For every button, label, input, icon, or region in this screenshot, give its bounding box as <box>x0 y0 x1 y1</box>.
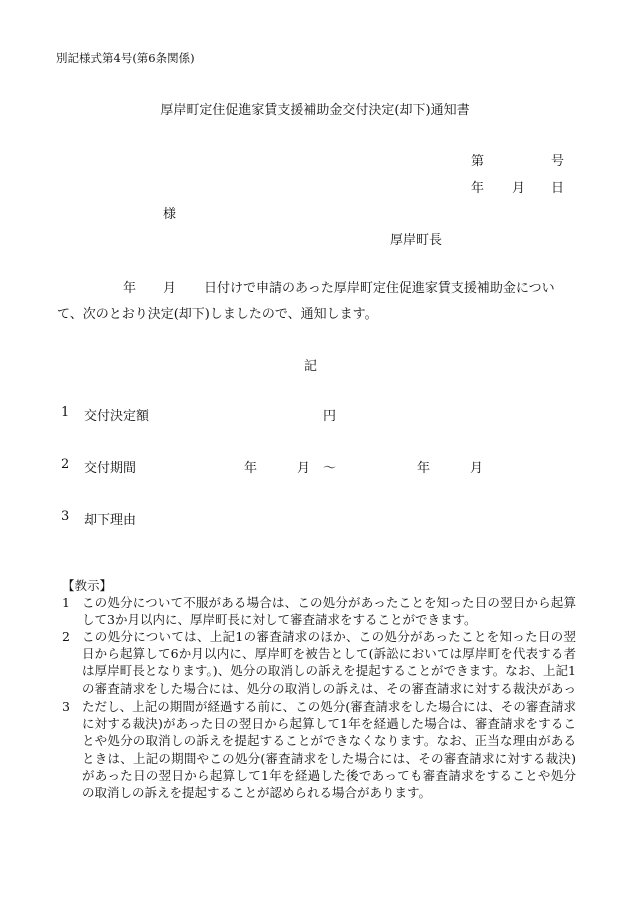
number-prefix: 第 <box>471 154 485 169</box>
date-month: 月 <box>512 181 526 196</box>
date-day: 日 <box>551 181 565 196</box>
document-title: 厚岸町定住促進家賃支援補助金交付決定(却下)通知書 <box>160 103 470 118</box>
body-year: 年 <box>123 281 137 296</box>
form-number: 別記様式第4号(第6条関係) <box>56 51 195 65</box>
number-suffix: 号 <box>551 154 565 169</box>
reason-label: 却下理由 <box>84 513 137 528</box>
body-line-2: て、次のとおり決定(却下)しましたので、通知します。 <box>57 307 378 322</box>
notice-item <box>62 628 576 698</box>
item-number: 1 <box>61 405 70 420</box>
item-number: 2 <box>61 457 70 472</box>
period-to-month: 月 <box>470 461 484 476</box>
notice-item-text: ただし、上記の期間が経過する前に、この処分(審査請求をした場合には、その審査請求に対する裁決)があった日の翌日から起算して1年を経過した場合は、審査請求をすることや処分の取消しの訴えを提起することができなくなります。なお、正当な理由があるときは、上記の期間やこの処分(審査請求をした場合には、その審査請求に対する裁決)があった日の翌日から起算して1年を経過した後であっても審査請求をすることや処分の取消しの訴えを提起することが認められる場合があります。 <box>82 699 576 801</box>
amount-label: 交付決定額 <box>84 409 150 424</box>
item-number: 3 <box>61 509 70 524</box>
notice-heading: 【教示】 <box>62 578 113 593</box>
date-year: 年 <box>471 181 485 196</box>
period-label: 交付期間 <box>84 461 137 476</box>
notice-item-text: この処分については、上記1の審査請求のほか、この処分があったことを知った日の翌日から起算して6か月以内に、厚岸町を被告として(訴訟においては厚岸町を代表する者は厚岸町長となります。)、処分の取消しの訴えを提起することができます。なお、上記1の審査請求をした場合には、処分の取消しの訴えは、その審査請求に対する裁決があっ <box>82 629 576 696</box>
period-tilde: 〜 <box>323 461 337 476</box>
notice-item-text: この処分について不服がある場合は、この処分があったことを知った日の翌日から起算して3か月以内に、厚岸町長に対して審査請求をすることができます。 <box>82 595 576 628</box>
body-month: 月 <box>163 281 177 296</box>
ki-heading: 記 <box>304 359 318 374</box>
period-from-year: 年 <box>244 461 258 476</box>
notice-item-number: 2 <box>62 629 70 644</box>
amount-unit: 円 <box>323 409 337 424</box>
addressee-suffix: 様 <box>163 207 177 222</box>
body-line-1: 日付けで申請のあった厚岸町定住促進家賃支援補助金につい <box>204 281 555 296</box>
notice-item-number: 1 <box>62 595 70 610</box>
period-from-month: 月 <box>297 461 311 476</box>
notice-item <box>62 698 576 838</box>
issuer-name: 厚岸町長 <box>390 233 443 248</box>
period-to-year: 年 <box>417 461 431 476</box>
notice-item-number: 3 <box>62 699 70 714</box>
notice-item <box>62 594 576 629</box>
